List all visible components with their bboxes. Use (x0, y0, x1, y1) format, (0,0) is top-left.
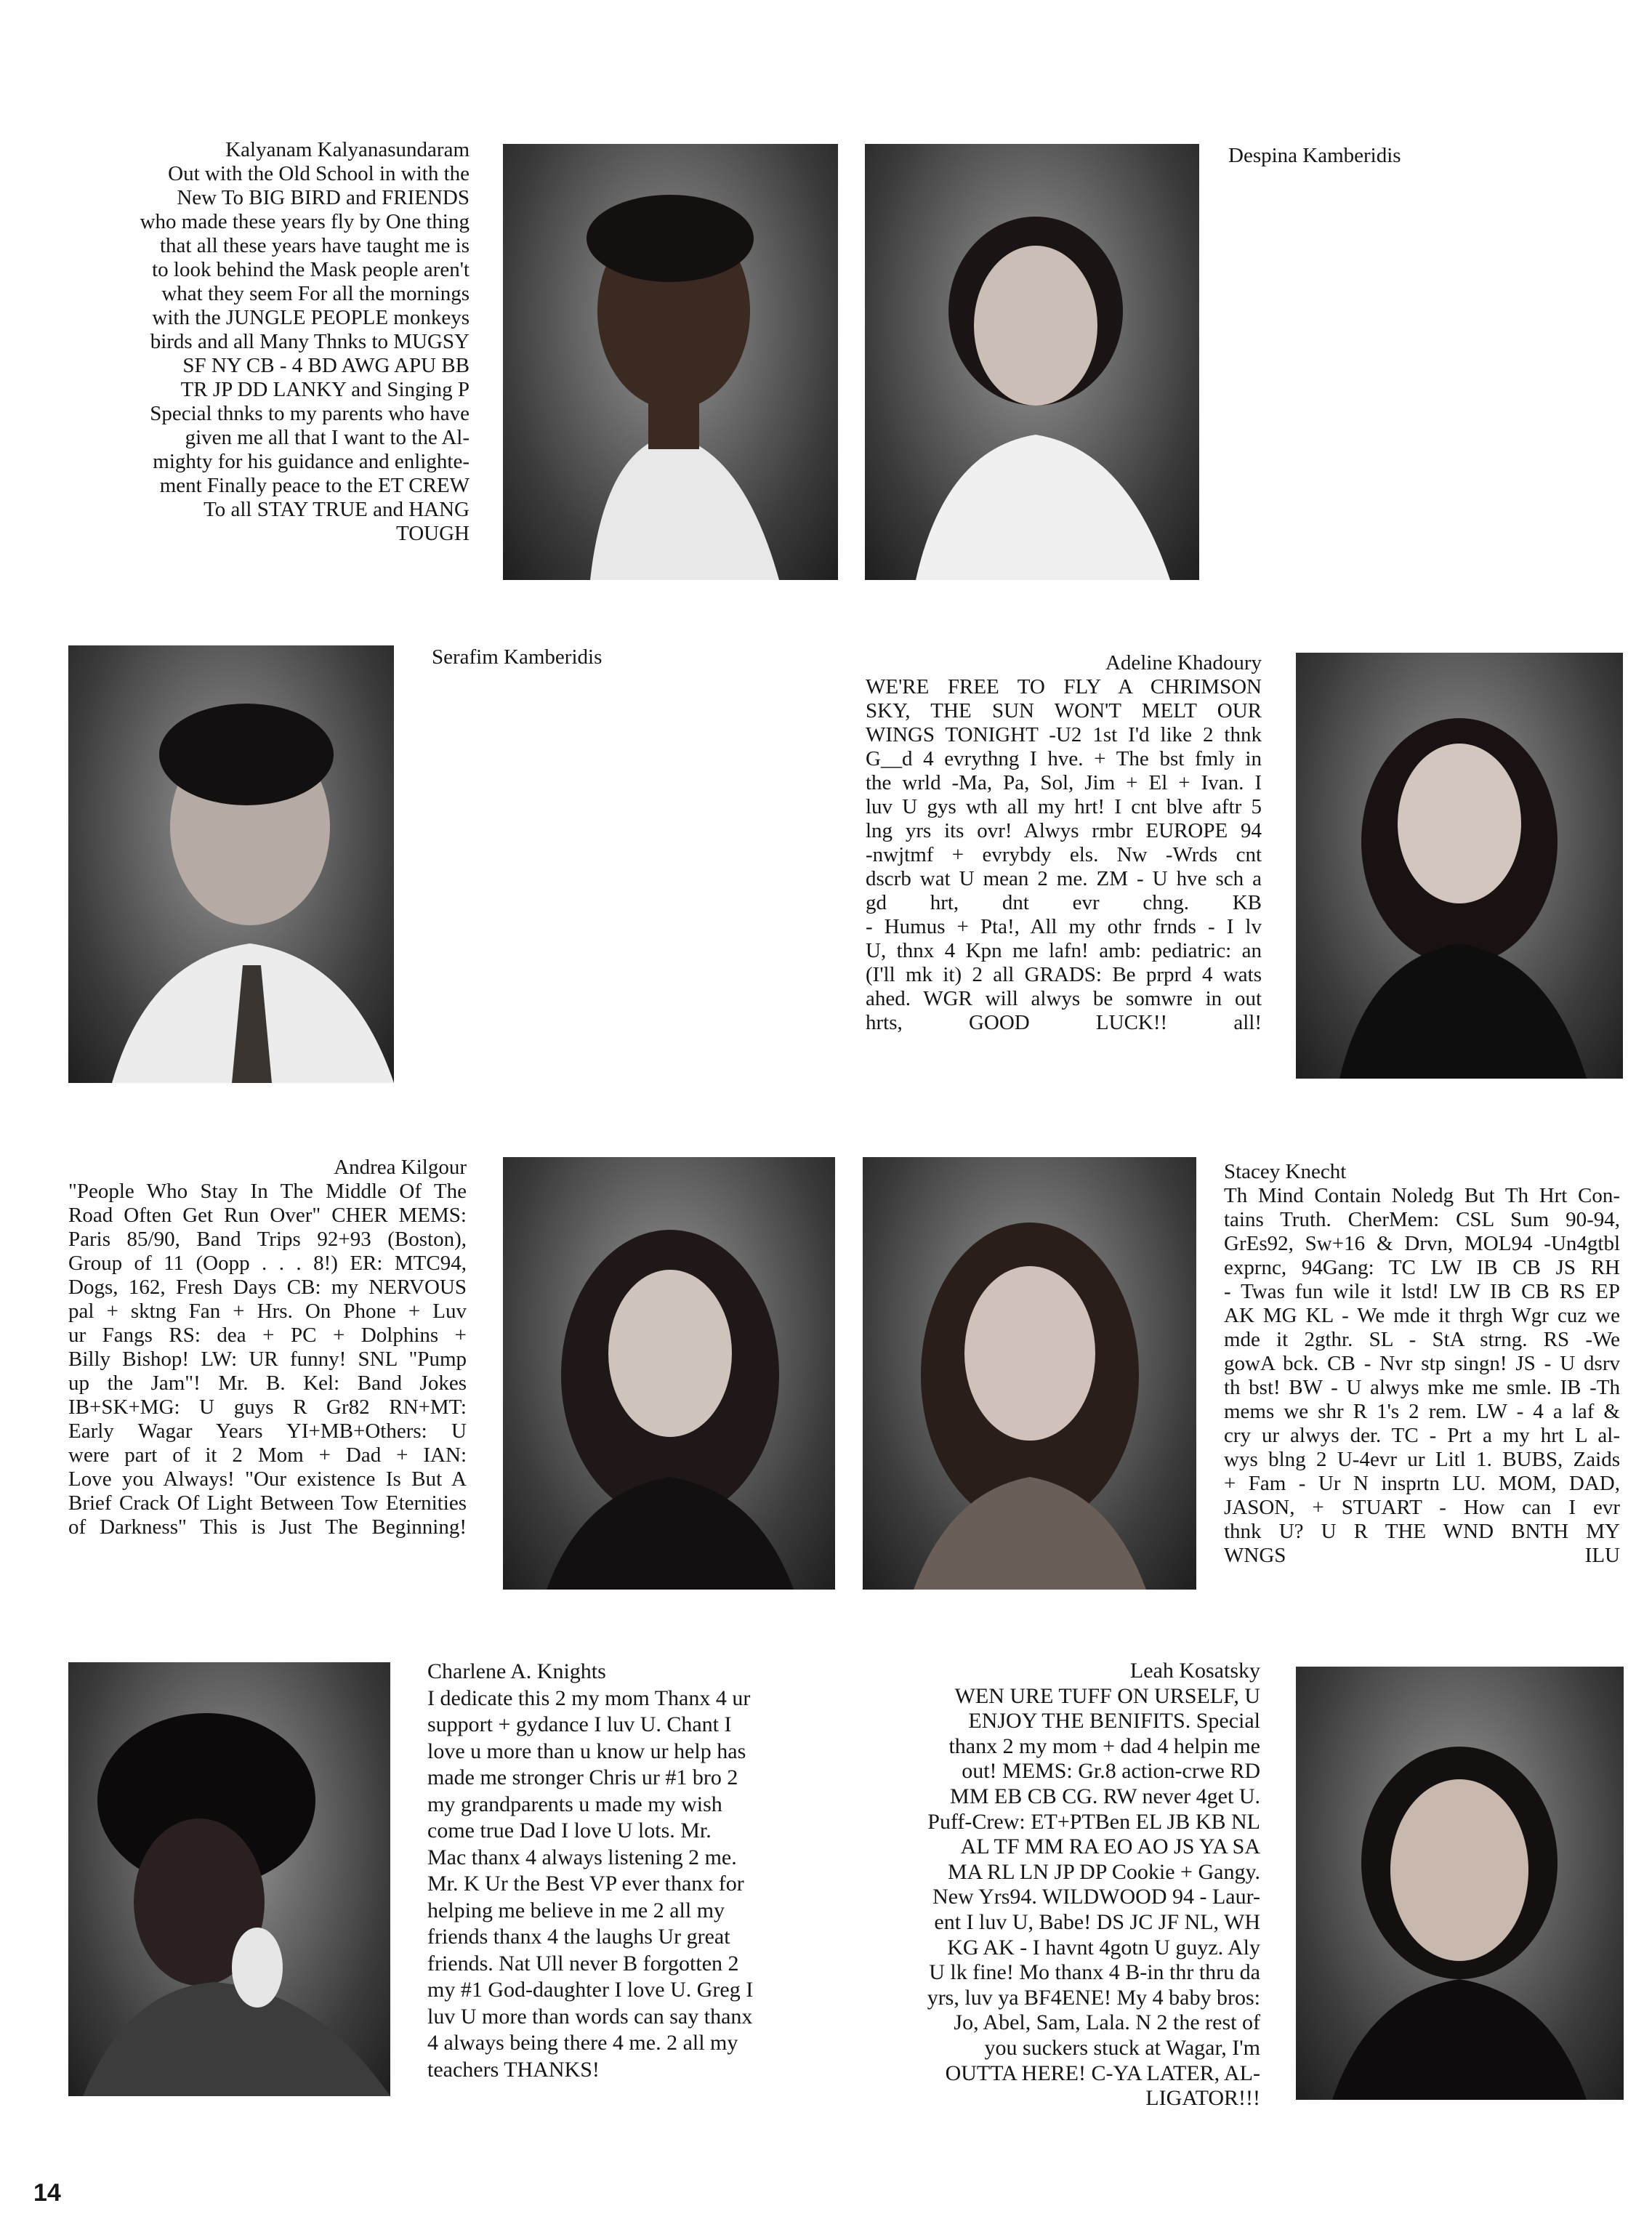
message-line: MA RL LN JP DP Cookie + Gangy. (948, 1859, 1260, 1884)
message-line: mighty for his guidance and enlighte- (153, 450, 470, 473)
message-line: MM EB CB CG. RW never 4get U. (950, 1784, 1260, 1808)
message-line: KG AK - I havnt 4gotn U guyz. Aly (947, 1935, 1260, 1960)
message-line: of Darkness" This is Just The Beginning! (68, 1515, 467, 1539)
student-message (427, 1686, 834, 2084)
message-line: Out with the Old School in with the (168, 162, 470, 185)
portrait-adeline (1296, 653, 1623, 1079)
message-line: - Twas fun wile it lstd! LW IB CB RS EP (1224, 1280, 1620, 1303)
message-line: AK MG KL - We mde it thrgh Wgr cuz we (1224, 1304, 1620, 1327)
entry-charlene (427, 1659, 834, 2083)
message-line: "People Who Stay In The Middle Of The (68, 1180, 467, 1203)
portrait-stacey (863, 1157, 1196, 1590)
student-name: Stacey Knecht (1224, 1160, 1347, 1183)
student-message (68, 162, 470, 546)
student-name: Despina Kamberidis (1228, 144, 1401, 167)
message-line: to look behind the Mask people aren't (152, 258, 470, 281)
entry-adeline (866, 651, 1262, 1035)
message-line: OUTTA HERE! C-YA LATER, AL- (945, 2061, 1260, 2085)
student-name: Kalyanam Kalyanasundaram (225, 138, 470, 161)
message-line: - Humus + Pta!, All my othr frnds - I lv (866, 915, 1262, 938)
student-name: Adeline Khadoury (1105, 651, 1262, 674)
message-line: luv U gys wth all my hrt! I cnt blve aftr 5 (866, 795, 1262, 818)
student-name: Serafim Kamberidis (432, 645, 603, 669)
message-line: -nwjtmf + evrybdy els. Nw -Wrds cnt (866, 843, 1262, 866)
message-line: SKY, THE SUN WON'T MELT OUR (866, 699, 1262, 722)
message-line: support + gydance I luv U. Chant I (427, 1712, 732, 1736)
message-line: friends thanx 4 the laughs Ur great (427, 1925, 730, 1949)
message-line: JASON, + STUART - How can I evr (1224, 1496, 1620, 1519)
message-line: made me stronger Chris ur #1 bro 2 (427, 1765, 738, 1789)
message-line: pal + sktng Fan + Hrs. On Phone + Luv (68, 1300, 467, 1323)
message-line: were part of it 2 Mom + Dad + IAN: (68, 1443, 467, 1467)
message-line: birds and all Many Thnks to MUGSY (150, 330, 470, 353)
message-line: helping me believe in me 2 all my (427, 1898, 725, 1922)
message-line: ur Fangs RS: dea + PC + Dolphins + (68, 1324, 467, 1347)
entry-despina (1228, 144, 1606, 168)
entry-andrea (68, 1156, 467, 1539)
message-line: my grandparents u made my wish (427, 1792, 722, 1816)
message-line: Mac thanx 4 always listening 2 me. (427, 1845, 737, 1869)
message-line: wys blng 2 U-4evr ur Litl 1. BUBS, Zaids (1224, 1448, 1620, 1471)
message-line: Jo, Abel, Sam, Lala. N 2 the rest of (954, 2010, 1260, 2035)
message-line: Special thnks to my parents who have (150, 402, 470, 425)
message-line: yrs, luv ya BF4ENE! My 4 baby bros: (927, 1985, 1260, 2010)
message-line: 4 always being there 4 me. 2 all my (427, 2031, 738, 2055)
student-message (866, 675, 1262, 1035)
portrait-charlene (68, 1662, 390, 2096)
message-line: ent I luv U, Babe! DS JC JF NL, WH (934, 1909, 1260, 1934)
message-line: mde it 2gthr. SL - StA strng. RS -We (1224, 1328, 1620, 1351)
message-line: TR JP DD LANKY and Singing P (180, 378, 470, 401)
message-line: mems we shr R 1's 2 rem. LW - 4 a laf & (1224, 1400, 1620, 1423)
message-line: my #1 God-daughter I love U. Greg I (427, 1978, 754, 2002)
message-line: Love you Always! "Our existence Is But A (68, 1467, 467, 1491)
message-line: tains Truth. CherMem: CSL Sum 90-94, (1224, 1208, 1620, 1231)
message-line: WINGS TONIGHT -U2 1st I'd like 2 thnk (866, 723, 1262, 746)
student-message (68, 1180, 467, 1539)
entry-leah (862, 1659, 1260, 2111)
message-line: gowA bck. CB - Nvr stp singn! JS - U dsrv (1224, 1352, 1620, 1375)
message-line: New To BIG BIRD and FRIENDS (177, 186, 470, 209)
message-line: cry ur alwys der. TC - Prt a my hrt L al- (1224, 1424, 1620, 1447)
message-line: ahed. WGR will alwys be somwre in out (866, 987, 1262, 1010)
message-line: thanx 2 my mom + dad 4 helpin me (948, 1733, 1260, 1758)
entry-serafim (432, 645, 810, 669)
message-line: SF NY CB - 4 BD AWG APU BB (182, 354, 470, 377)
student-message (862, 1684, 1260, 2111)
message-line: U lk fine! Mo thanx 4 B-in thr thru da (929, 1960, 1260, 1985)
message-line: come true Dad I love U lots. Mr. (427, 1819, 712, 1843)
message-line: exprnc, 94Gang: TC LW IB CB JS RH (1224, 1256, 1620, 1279)
message-line: G__d 4 evrythng I hve. + The bst fmly in (866, 747, 1262, 770)
message-line: Th Mind Contain Noledg But Th Hrt Con- (1224, 1184, 1620, 1207)
message-line: IB+SK+MG: U guys R Gr82 RN+MT: (68, 1396, 467, 1419)
message-line: gd hrt, dnt evr chng. KB (866, 891, 1262, 914)
message-line: Mr. K Ur the Best VP ever thanx for (427, 1872, 744, 1896)
message-line: I dedicate this 2 my mom Thanx 4 ur (427, 1686, 751, 1710)
student-name: Leah Kosatsky (1129, 1659, 1260, 1683)
message-line: To all STAY TRUE and HANG (204, 498, 470, 521)
message-line: that all these years have taught me is (160, 234, 470, 257)
portrait-andrea (503, 1157, 835, 1590)
message-line: GrEs92, Sw+16 & Drvn, MOL94 -Un4gtbl (1224, 1232, 1620, 1255)
page-number: 14 (33, 2179, 61, 2207)
message-line: lng yrs its ovr! Alwys rmbr EUROPE 94 (866, 819, 1262, 842)
message-line: luv U more than words can say thanx (427, 2004, 753, 2029)
message-line: Billy Bishop! LW: UR funny! SNL "Pump (68, 1348, 467, 1371)
student-message (1224, 1184, 1620, 1568)
portrait-serafim (68, 645, 394, 1083)
message-line: WEN URE TUFF ON URSELF, U (954, 1683, 1260, 1708)
message-line: Brief Crack Of Light Between Tow Eternities (68, 1491, 467, 1515)
message-line: Early Wagar Years YI+MB+Others: U (68, 1419, 467, 1443)
message-line: TOUGH (396, 522, 470, 545)
message-line: Puff-Crew: ET+PTBen EL JB KB NL (927, 1809, 1260, 1834)
message-line: Group of 11 (Oopp . . . 8!) ER: MTC94, (68, 1252, 467, 1275)
message-line: AL TF MM RA EO AO JS YA SA (960, 1835, 1260, 1859)
message-line: Paris 85/90, Band Trips 92+93 (Boston), (68, 1228, 467, 1251)
message-line: given me all that I want to the Al- (185, 426, 470, 449)
message-line: the wrld -Ma, Pa, Sol, Jim + El + Ivan. I (866, 771, 1262, 794)
message-line: teachers THANKS! (427, 2057, 600, 2082)
message-line: LIGATOR!!! (1145, 2086, 1260, 2111)
portrait-leah (1296, 1667, 1624, 2100)
student-name: Andrea Kilgour (334, 1156, 467, 1179)
message-line: + Fam - Ur N insprtn LU. MOM, DAD, (1224, 1472, 1620, 1495)
message-line: WNGS ILU (1224, 1544, 1620, 1567)
message-line: what they seem For all the mornings (161, 282, 470, 305)
entry-stacey (1224, 1160, 1620, 1568)
portrait-despina (865, 144, 1199, 580)
message-line: (I'll mk it) 2 all GRADS: Be prprd 4 wats (866, 963, 1262, 986)
message-line: U, thnx 4 Kpn me lafn! amb: pediatric: an (866, 939, 1262, 962)
message-line: who made these years fly by One thing (140, 210, 470, 233)
message-line: up the Jam"! Mr. B. Kel: Band Jokes (68, 1372, 467, 1395)
message-line: with the JUNGLE PEOPLE monkeys (152, 306, 470, 329)
portrait-kalyanam (503, 144, 838, 580)
entry-kalyanam (68, 138, 470, 546)
message-line: Dogs, 162, Fresh Days CB: my NERVOUS (68, 1276, 467, 1299)
message-line: friends. Nat Ull never B forgotten 2 (427, 1951, 739, 1976)
message-line: out! MEMS: Gr.8 action-crwe RD (962, 1759, 1260, 1784)
message-line: love u more than u know ur help has (427, 1739, 746, 1763)
message-line: ENJOY THE BENIFITS. Special (968, 1709, 1260, 1733)
message-line: dscrb wat U mean 2 me. ZM - U hve sch a (866, 867, 1262, 890)
message-line: ment Finally peace to the ET CREW (159, 474, 470, 497)
student-name: Charlene A. Knights (427, 1659, 606, 1683)
message-line: th bst! BW - U alwys mke me smle. IB -Th (1224, 1376, 1620, 1399)
message-line: Road Often Get Run Over" CHER MEMS: (68, 1204, 467, 1227)
message-line: hrts, GOOD LUCK!! all! (866, 1011, 1262, 1034)
message-line: New Yrs94. WILDWOOD 94 - Laur- (932, 1885, 1260, 1909)
message-line: you suckers stuck at Wagar, I'm (984, 2035, 1260, 2060)
message-line: thnk U? U R THE WND BNTH MY (1224, 1520, 1620, 1543)
message-line: WE'RE FREE TO FLY A CHRIMSON (866, 675, 1262, 698)
